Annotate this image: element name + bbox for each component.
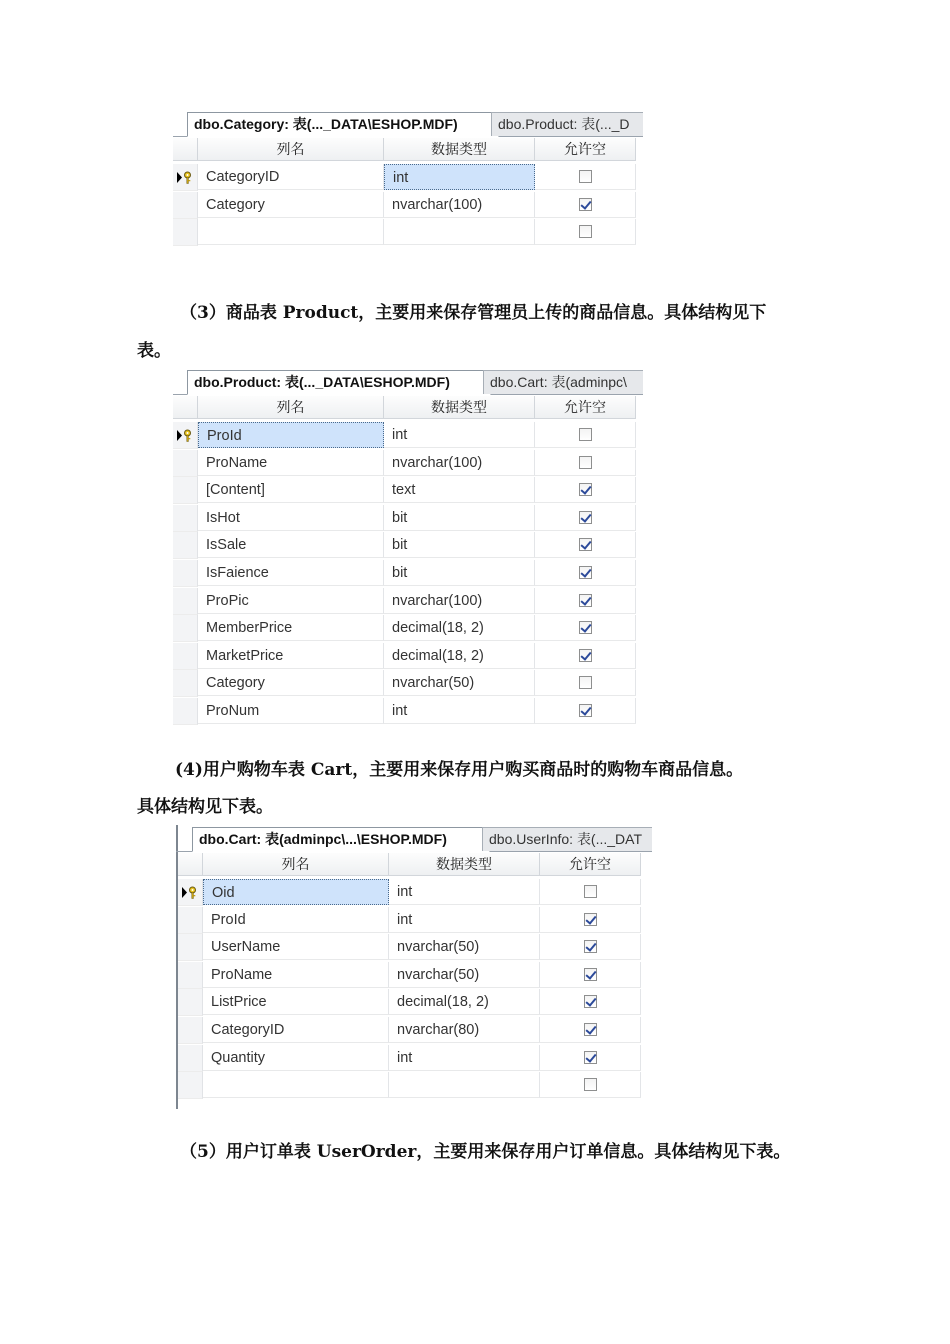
table-row[interactable] xyxy=(173,450,643,477)
data-type-cell[interactable]: nvarchar(50) xyxy=(384,670,535,696)
header-column-name: 列名 xyxy=(198,138,384,161)
column-name-cell[interactable]: Category xyxy=(198,670,384,696)
allow-null-cell xyxy=(535,192,636,218)
data-type-cell[interactable]: int xyxy=(384,164,535,190)
column-name-cell[interactable]: ProId xyxy=(198,422,384,448)
unchecked-checkbox[interactable] xyxy=(584,1078,597,1091)
allow-null-cell xyxy=(535,643,636,669)
allow-null-cell xyxy=(535,477,636,503)
row-selector[interactable] xyxy=(173,532,198,559)
row-selector[interactable] xyxy=(173,219,198,246)
data-type-cell[interactable]: nvarchar(50) xyxy=(389,962,540,988)
column-name-cell[interactable]: ProId xyxy=(203,907,389,933)
paragraph-4-line-2: 具体结构见下表。 xyxy=(137,797,273,817)
data-type-cell[interactable] xyxy=(389,1072,540,1098)
unchecked-checkbox[interactable] xyxy=(579,676,592,689)
allow-null-cell xyxy=(540,1045,641,1071)
data-type-cell[interactable]: text xyxy=(384,477,535,503)
column-name-cell[interactable]: ProName xyxy=(198,450,384,476)
cart-table-screenshot xyxy=(176,825,652,1109)
primary-key-icon xyxy=(182,886,198,899)
checked-checkbox[interactable] xyxy=(584,1023,597,1036)
primary-key-icon xyxy=(177,171,193,184)
designer-tab-strip xyxy=(176,825,652,852)
table-row[interactable] xyxy=(173,505,643,532)
data-type-cell[interactable]: int xyxy=(389,879,540,905)
data-type-cell[interactable]: int xyxy=(389,1045,540,1071)
row-selector[interactable] xyxy=(178,907,203,934)
column-name-cell[interactable]: CategoryID xyxy=(198,164,384,190)
column-name-cell[interactable]: ProNum xyxy=(198,698,384,724)
primary-key-icon xyxy=(177,429,193,442)
checked-checkbox[interactable] xyxy=(584,940,597,953)
column-name-cell[interactable]: IsFaience xyxy=(198,560,384,586)
allow-null-cell xyxy=(535,219,636,245)
row-selector[interactable] xyxy=(178,962,203,989)
checked-checkbox[interactable] xyxy=(579,538,592,551)
designer-tab-strip xyxy=(173,368,643,395)
table-row[interactable] xyxy=(176,879,646,906)
checked-checkbox[interactable] xyxy=(579,511,592,524)
unchecked-checkbox[interactable] xyxy=(584,885,597,898)
table-row[interactable] xyxy=(176,1045,646,1072)
data-type-cell[interactable]: bit xyxy=(384,532,535,558)
data-type-cell[interactable]: nvarchar(100) xyxy=(384,192,535,218)
row-selector[interactable] xyxy=(173,450,198,477)
checked-checkbox[interactable] xyxy=(579,649,592,662)
table-row[interactable] xyxy=(173,192,643,219)
row-selector[interactable] xyxy=(173,422,198,449)
unchecked-checkbox[interactable] xyxy=(579,225,592,238)
row-selector[interactable] xyxy=(178,1072,203,1099)
allow-null-cell xyxy=(535,422,636,448)
row-selector-header xyxy=(173,396,198,419)
header-column-name: 列名 xyxy=(203,853,389,876)
checked-checkbox[interactable] xyxy=(584,1051,597,1064)
header-allow-null: 允许空 xyxy=(535,138,636,161)
allow-null-cell xyxy=(540,1017,641,1043)
table-row[interactable] xyxy=(176,907,646,934)
data-type-cell[interactable]: nvarchar(100) xyxy=(384,588,535,614)
unchecked-checkbox[interactable] xyxy=(579,170,592,183)
table-row[interactable] xyxy=(173,422,643,449)
column-header-row xyxy=(173,396,643,419)
header-data-type: 数据类型 xyxy=(384,138,535,161)
table-row[interactable] xyxy=(173,615,643,642)
table-row[interactable] xyxy=(173,532,643,559)
column-name-cell[interactable]: ProPic xyxy=(198,588,384,614)
table-row[interactable] xyxy=(176,1072,646,1099)
row-selector[interactable] xyxy=(173,615,198,642)
tab-userinfo[interactable]: dbo.UserInfo: 表(..._DAT xyxy=(482,827,652,851)
allow-null-cell xyxy=(535,450,636,476)
row-selector-header xyxy=(178,853,203,876)
data-type-cell[interactable]: decimal(18, 2) xyxy=(389,989,540,1015)
row-selector[interactable] xyxy=(173,192,198,219)
column-name-cell[interactable]: MemberPrice xyxy=(198,615,384,641)
column-name-cell[interactable]: IsSale xyxy=(198,532,384,558)
data-type-cell[interactable]: decimal(18, 2) xyxy=(384,643,535,669)
column-name-cell[interactable]: IsHot xyxy=(198,505,384,531)
data-type-cell[interactable] xyxy=(384,219,535,245)
row-selector[interactable] xyxy=(178,1045,203,1072)
allow-null-cell xyxy=(535,588,636,614)
column-name-cell[interactable]: UserName xyxy=(203,934,389,960)
row-selector[interactable] xyxy=(178,879,203,906)
allow-null-cell xyxy=(535,560,636,586)
row-selector[interactable] xyxy=(173,560,198,587)
column-header-row xyxy=(173,138,643,161)
allow-null-cell xyxy=(535,670,636,696)
data-type-cell[interactable]: nvarchar(80) xyxy=(389,1017,540,1043)
row-selector-header xyxy=(173,138,198,161)
allow-null-cell xyxy=(540,907,641,933)
table-row[interactable] xyxy=(173,219,643,246)
table-row[interactable] xyxy=(176,989,646,1016)
designer-tab-strip xyxy=(173,110,643,137)
column-name-cell[interactable]: [Content] xyxy=(198,477,384,503)
data-type-cell[interactable]: bit xyxy=(384,560,535,586)
row-selector[interactable] xyxy=(173,505,198,532)
column-name-cell[interactable]: Quantity xyxy=(203,1045,389,1071)
column-name-cell[interactable] xyxy=(198,219,384,245)
checked-checkbox[interactable] xyxy=(584,913,597,926)
column-name-cell[interactable]: MarketPrice xyxy=(198,643,384,669)
data-type-cell[interactable]: int xyxy=(384,422,535,448)
header-data-type: 数据类型 xyxy=(389,853,540,876)
column-name-cell[interactable]: Category xyxy=(198,192,384,218)
allow-null-cell xyxy=(535,532,636,558)
column-name-cell[interactable] xyxy=(203,1072,389,1098)
row-selector[interactable] xyxy=(173,588,198,615)
allow-null-cell xyxy=(540,989,641,1015)
row-selector[interactable] xyxy=(178,934,203,961)
column-header-row xyxy=(176,853,652,876)
allow-null-cell xyxy=(535,505,636,531)
row-selector[interactable] xyxy=(178,1017,203,1044)
checked-checkbox[interactable] xyxy=(579,594,592,607)
data-type-cell[interactable]: nvarchar(100) xyxy=(384,450,535,476)
header-allow-null: 允许空 xyxy=(540,853,641,876)
table-row[interactable] xyxy=(173,164,643,191)
table-row[interactable] xyxy=(176,934,646,961)
header-data-type: 数据类型 xyxy=(384,396,535,419)
product-table-screenshot xyxy=(173,368,643,734)
column-name-cell[interactable]: ProName xyxy=(203,962,389,988)
allow-null-cell xyxy=(535,698,636,724)
tab-product[interactable]: dbo.Product: 表(..._DATA\ESHOP.MDF) xyxy=(187,370,491,395)
row-selector[interactable] xyxy=(173,477,198,504)
row-selector[interactable] xyxy=(178,989,203,1016)
tab-cart[interactable]: dbo.Cart: 表(adminpc\...\ESHOP.MDF) xyxy=(192,827,490,852)
data-type-cell[interactable]: int xyxy=(389,907,540,933)
row-selector[interactable] xyxy=(173,698,198,725)
category-table-screenshot xyxy=(173,110,643,250)
table-row[interactable] xyxy=(173,643,643,670)
column-name-cell[interactable]: ListPrice xyxy=(203,989,389,1015)
data-type-cell[interactable]: decimal(18, 2) xyxy=(384,615,535,641)
checked-checkbox[interactable] xyxy=(579,483,592,496)
checked-checkbox[interactable] xyxy=(579,566,592,579)
allow-null-cell xyxy=(540,1072,641,1098)
paragraph-3-line-2: 表。 xyxy=(137,341,171,361)
table-row[interactable] xyxy=(173,698,643,725)
column-name-cell[interactable]: CategoryID xyxy=(203,1017,389,1043)
header-allow-null: 允许空 xyxy=(535,396,636,419)
row-selector[interactable] xyxy=(173,643,198,670)
row-selector[interactable] xyxy=(173,164,198,191)
tab-category[interactable]: dbo.Category: 表(..._DATA\ESHOP.MDF) xyxy=(187,112,499,137)
row-selector[interactable] xyxy=(173,670,198,697)
paragraph-3-line-1: （3）商品表 Product，主要用来保存管理员上传的商品信息。具体结构见下 xyxy=(180,303,767,323)
checked-checkbox[interactable] xyxy=(579,704,592,717)
column-name-cell[interactable]: Oid xyxy=(203,879,389,905)
allow-null-cell xyxy=(540,934,641,960)
table-row[interactable] xyxy=(176,962,646,989)
data-type-cell[interactable]: int xyxy=(384,698,535,724)
checked-checkbox[interactable] xyxy=(584,995,597,1008)
checked-checkbox[interactable] xyxy=(579,621,592,634)
table-row[interactable] xyxy=(173,670,643,697)
checked-checkbox[interactable] xyxy=(579,198,592,211)
data-type-cell[interactable]: nvarchar(50) xyxy=(389,934,540,960)
unchecked-checkbox[interactable] xyxy=(579,456,592,469)
tab-product[interactable]: dbo.Product: 表(..._D xyxy=(491,112,643,136)
unchecked-checkbox[interactable] xyxy=(579,428,592,441)
allow-null-cell xyxy=(540,962,641,988)
allow-null-cell xyxy=(535,164,636,190)
paragraph-4-line-1: (4)用户购物车表 Cart，主要用来保存用户购买商品时的购物车商品信息。 xyxy=(175,760,744,780)
allow-null-cell xyxy=(540,879,641,905)
table-row[interactable] xyxy=(176,1017,646,1044)
allow-null-cell xyxy=(535,615,636,641)
paragraph-5-line-1: （5）用户订单表 UserOrder，主要用来保存用户订单信息。具体结构见下表。 xyxy=(180,1142,791,1162)
header-column-name: 列名 xyxy=(198,396,384,419)
table-row[interactable] xyxy=(173,477,643,504)
table-row[interactable] xyxy=(173,560,643,587)
tab-cart[interactable]: dbo.Cart: 表(adminpc\ xyxy=(483,370,643,394)
checked-checkbox[interactable] xyxy=(584,968,597,981)
table-row[interactable] xyxy=(173,588,643,615)
data-type-cell[interactable]: bit xyxy=(384,505,535,531)
